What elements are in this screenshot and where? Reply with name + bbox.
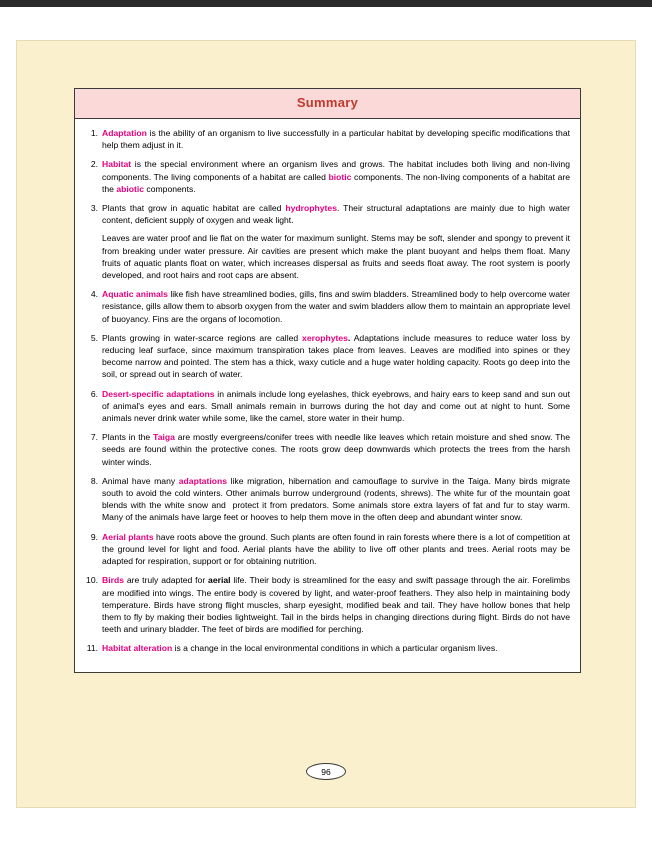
list-item-number: 7.	[90, 432, 98, 443]
list-item-body	[102, 431, 570, 468]
list-item-number: 1.	[90, 128, 98, 138]
page-sheet	[16, 40, 636, 808]
list-item-text: Birds are truly adapted for aerial life. Their body is streamlined for the easy and swift passage through the air. Forelimbs are modified into wings. The entire body is covered by light, and water-proof feathers. They also help in maintaining body temperature. Birds have strong flight muscles, sharp eyesight, modified beak and tail. They have hollow bones that help them to fly by making their bodies lightweight. Tail in the birds helps in changing directions during flight. Birds do not have teeth and urinary bladder. The feet of birds are modified for perching.	[102, 575, 570, 635]
list-item-text: Animal have many adaptations like migration, hibernation and camouflage to survive in the Taiga. Many birds migrate south to avoid the cold winters. Other animals burrow underground (rodents, shrews). The white fur of the mountain goat blends with the white snow and protect it from predators. Some animals store extra layers of fat and fur to stay warm. Many of the animals have large feet or hooves to help them move in the often deep and abundant winter snow.	[102, 475, 570, 523]
list-item-number: 5.	[90, 332, 98, 343]
list-item	[83, 475, 570, 524]
list-item-body	[102, 127, 570, 151]
list-item-number: 4.	[90, 289, 98, 300]
list-item-body	[102, 475, 570, 524]
list-item-text: Aerial plants have roots above the ground. Such plants are often found in rain forests where there is a lot of competition at the ground level for light and food. Aerial plants have the ability to live off other plants and trees. Aerial roots may be adapted for respiration, support or for obtaining nutrition.	[102, 531, 570, 567]
list-item-body	[102, 531, 570, 568]
list-item	[83, 288, 570, 325]
list-item-body	[102, 642, 570, 654]
list-item-body	[102, 158, 570, 195]
list-item	[83, 202, 570, 281]
page-canvas	[0, 7, 652, 842]
list-item-body	[102, 574, 570, 635]
list-item-text: Plants growing in water-scarce regions are called xerophytes. Adaptations include measures to reduce water loss by reducing leaf surface, since maximum transpiration takes place from leaves. Leaves are modified into spines or they become narrow and pointed. The stem has a thick, waxy cuticle and a huge water holding capacity. Roots go deep into the soil, or spread out in search of water.	[102, 332, 570, 380]
list-item-body	[102, 388, 570, 425]
summary-list	[83, 127, 570, 655]
list-item-text: Desert-specific adaptations in animals include long eyelashes, thick eyebrows, and hairy ears to keep sand and sun out of animal's eyes and ears. Small animals remain in burrows during the hot day and come out at night to hunt. Some animals never drink water while some, like the camel, store water in their hump.	[102, 388, 570, 424]
list-item	[83, 574, 570, 635]
page-number: 96	[306, 763, 346, 780]
list-item	[83, 431, 570, 468]
list-item-body	[102, 288, 570, 325]
list-item-number: 3.	[90, 203, 98, 214]
list-item	[83, 388, 570, 425]
list-item-number: 11.	[86, 643, 98, 654]
list-item	[83, 642, 570, 654]
list-item-text: Aquatic animals like fish have streamlined bodies, gills, fins and swim bladders. Streamlined body to help overcome water resistance, gills allow them to absorb oxygen from the water and swim bladders allow them to maintain an appropriate level of buoyancy. Fins are the organs of locomotion.	[102, 289, 571, 324]
summary-box	[74, 88, 581, 673]
list-item-number: 6.	[90, 388, 98, 399]
list-item-body	[102, 332, 570, 381]
list-item	[83, 531, 570, 568]
list-item-body	[102, 202, 570, 281]
page-title: Summary	[296, 95, 359, 110]
list-item	[83, 158, 570, 195]
list-item-number: 8.	[90, 475, 98, 486]
list-item-text: Adaptation is the ability of an organism to live successfully in a particular habitat by developing specific modifications that help them adjust in it.	[102, 128, 570, 151]
list-item-text: Plants that grow in aquatic habitat are called hydrophytes. Their structural adaptations are mainly due to high water content, deficient supply of oxygen and weak light.	[102, 203, 570, 226]
page-number-wrap	[17, 763, 635, 780]
list-item-text: Habitat alteration is a change in the local environmental conditions in which a particular organism lives.	[102, 643, 498, 654]
summary-header	[75, 89, 580, 119]
list-item-number: 9.	[90, 531, 98, 542]
list-item-text: Habitat is the special environment where an organism lives and grows. The habitat includes both living and non-living components. The living components of a habitat are called biotic components. The non-living components of a habitat are the abiotic components.	[102, 159, 571, 194]
list-item-number: 2.	[90, 159, 98, 170]
summary-body	[75, 119, 580, 672]
list-item-number: 10.	[86, 575, 98, 586]
list-item-subparagraph: Leaves are water proof and lie flat on the water for maximum sunlight. Stems may be soft, slender and spongy to prevent it from breaking under water pressure. Air cavities are present which make the plant buoyant and helps them float. Many fruits of aquatic plants float on water, which increases dispersal as fruits and seeds float away. The root system is poorly developed, and root hairs and root caps are absent.	[102, 233, 570, 281]
list-item	[83, 332, 570, 381]
list-item	[83, 127, 570, 151]
top-bar	[0, 0, 652, 7]
list-item-text: Plants in the Taiga are mostly evergreens/conifer trees with needle like leaves which retain moisture and shed snow. The seeds are found within the protective cones. The roots grow deep downwards which protects the trees from the harsh winter winds.	[102, 432, 570, 467]
